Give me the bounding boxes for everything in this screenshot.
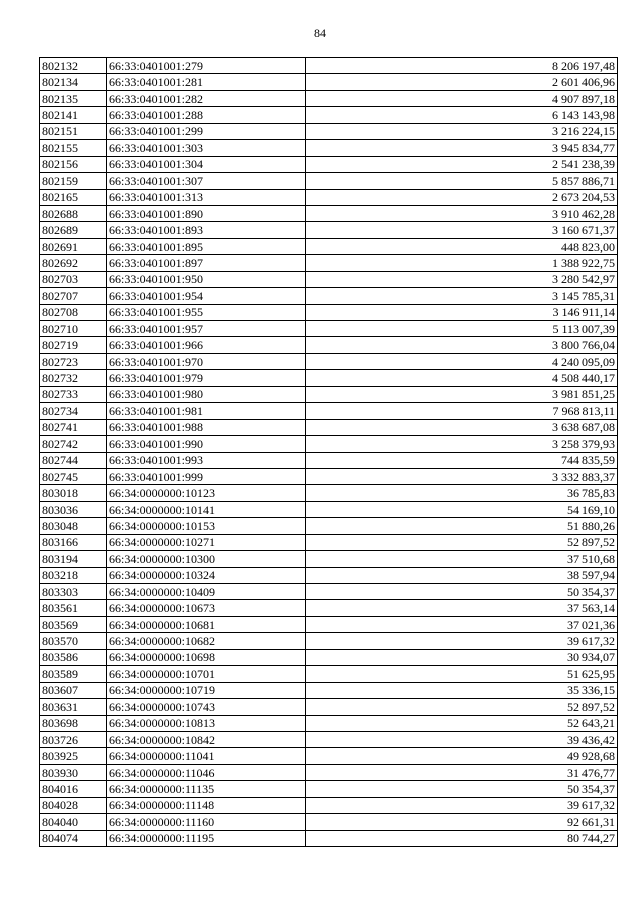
row-id-cell: 802156 <box>40 156 107 172</box>
value-cell: 2 673 204,53 <box>306 189 618 205</box>
table-row <box>40 584 618 600</box>
value-cell: 4 240 095,09 <box>306 353 618 369</box>
cadastral-number-cell: 66:34:0000000:10123 <box>107 485 306 501</box>
row-id-cell: 803194 <box>40 551 107 567</box>
row-id-cell: 802159 <box>40 173 107 189</box>
cadastral-number-cell: 66:33:0401001:313 <box>107 189 306 205</box>
value-cell: 7 968 813,11 <box>306 403 618 419</box>
row-id-cell: 802141 <box>40 107 107 123</box>
value-cell: 4 508 440,17 <box>306 370 618 386</box>
row-id-cell: 802134 <box>40 74 107 90</box>
table-row <box>40 58 618 74</box>
value-cell: 50 354,37 <box>306 781 618 797</box>
table-row <box>40 551 618 567</box>
registry-table <box>39 57 618 847</box>
row-id-cell: 802707 <box>40 288 107 304</box>
row-id-cell: 802689 <box>40 222 107 238</box>
table-row <box>40 436 618 452</box>
value-cell: 448 823,00 <box>306 238 618 254</box>
table-row <box>40 107 618 123</box>
cadastral-number-cell: 66:34:0000000:11046 <box>107 764 306 780</box>
value-cell: 92 661,31 <box>306 814 618 830</box>
row-id-cell: 803303 <box>40 584 107 600</box>
value-cell: 3 145 785,31 <box>306 288 618 304</box>
cadastral-number-cell: 66:34:0000000:10324 <box>107 567 306 583</box>
row-id-cell: 803036 <box>40 501 107 517</box>
cadastral-number-cell: 66:34:0000000:10673 <box>107 600 306 616</box>
table-row <box>40 764 618 780</box>
table-row <box>40 567 618 583</box>
value-cell: 744 835,59 <box>306 452 618 468</box>
table-row <box>40 140 618 156</box>
row-id-cell: 803607 <box>40 682 107 698</box>
row-id-cell: 802688 <box>40 205 107 221</box>
table-row <box>40 205 618 221</box>
table-row <box>40 814 618 830</box>
value-cell: 37 510,68 <box>306 551 618 567</box>
table-row <box>40 222 618 238</box>
row-id-cell: 802165 <box>40 189 107 205</box>
cadastral-number-cell: 66:33:0401001:955 <box>107 304 306 320</box>
cadastral-number-cell: 66:33:0401001:950 <box>107 271 306 287</box>
cadastral-number-cell: 66:33:0401001:966 <box>107 337 306 353</box>
value-cell: 54 169,10 <box>306 501 618 517</box>
cadastral-number-cell: 66:33:0401001:990 <box>107 436 306 452</box>
value-cell: 3 981 851,25 <box>306 386 618 402</box>
value-cell: 52 897,52 <box>306 699 618 715</box>
table-row <box>40 288 618 304</box>
row-id-cell: 803218 <box>40 567 107 583</box>
cadastral-number-cell: 66:34:0000000:11195 <box>107 830 306 846</box>
value-cell: 37 563,14 <box>306 600 618 616</box>
table-row <box>40 255 618 271</box>
table-row <box>40 501 618 517</box>
row-id-cell: 803561 <box>40 600 107 616</box>
row-id-cell: 802742 <box>40 436 107 452</box>
cadastral-number-cell: 66:33:0401001:890 <box>107 205 306 221</box>
row-id-cell: 802155 <box>40 140 107 156</box>
row-id-cell: 803925 <box>40 748 107 764</box>
row-id-cell: 803726 <box>40 731 107 747</box>
row-id-cell: 803586 <box>40 649 107 665</box>
cadastral-number-cell: 66:34:0000000:10153 <box>107 518 306 534</box>
row-id-cell: 802692 <box>40 255 107 271</box>
value-cell: 50 354,37 <box>306 584 618 600</box>
table-row <box>40 337 618 353</box>
value-cell: 4 907 897,18 <box>306 90 618 106</box>
row-id-cell: 803930 <box>40 764 107 780</box>
cadastral-number-cell: 66:34:0000000:10698 <box>107 649 306 665</box>
table-row <box>40 452 618 468</box>
value-cell: 5 857 886,71 <box>306 173 618 189</box>
row-id-cell: 802734 <box>40 403 107 419</box>
table-row <box>40 616 618 632</box>
table-row <box>40 156 618 172</box>
row-id-cell: 804040 <box>40 814 107 830</box>
value-cell: 39 436,42 <box>306 731 618 747</box>
value-cell: 31 476,77 <box>306 764 618 780</box>
value-cell: 3 638 687,08 <box>306 419 618 435</box>
value-cell: 5 113 007,39 <box>306 321 618 337</box>
table-row <box>40 485 618 501</box>
row-id-cell: 802691 <box>40 238 107 254</box>
value-cell: 39 617,32 <box>306 633 618 649</box>
row-id-cell: 802703 <box>40 271 107 287</box>
table-row <box>40 189 618 205</box>
cadastral-number-cell: 66:34:0000000:11148 <box>107 797 306 813</box>
table-row <box>40 699 618 715</box>
value-cell: 51 880,26 <box>306 518 618 534</box>
value-cell: 3 258 379,93 <box>306 436 618 452</box>
table-row <box>40 715 618 731</box>
table-row <box>40 419 618 435</box>
table-row <box>40 353 618 369</box>
row-id-cell: 802732 <box>40 370 107 386</box>
cadastral-number-cell: 66:34:0000000:10719 <box>107 682 306 698</box>
value-cell: 3 146 911,14 <box>306 304 618 320</box>
registry-table-body <box>40 58 618 847</box>
cadastral-number-cell: 66:33:0401001:303 <box>107 140 306 156</box>
table-row <box>40 518 618 534</box>
value-cell: 52 897,52 <box>306 534 618 550</box>
value-cell: 3 160 671,37 <box>306 222 618 238</box>
table-row <box>40 173 618 189</box>
table-row <box>40 123 618 139</box>
cadastral-number-cell: 66:33:0401001:970 <box>107 353 306 369</box>
cadastral-number-cell: 66:33:0401001:282 <box>107 90 306 106</box>
table-row <box>40 386 618 402</box>
row-id-cell: 804016 <box>40 781 107 797</box>
cadastral-number-cell: 66:33:0401001:954 <box>107 288 306 304</box>
value-cell: 6 143 143,98 <box>306 107 618 123</box>
value-cell: 80 744,27 <box>306 830 618 846</box>
value-cell: 3 280 542,97 <box>306 271 618 287</box>
cadastral-number-cell: 66:34:0000000:10701 <box>107 666 306 682</box>
row-id-cell: 803166 <box>40 534 107 550</box>
cadastral-number-cell: 66:33:0401001:288 <box>107 107 306 123</box>
row-id-cell: 802745 <box>40 468 107 484</box>
cadastral-number-cell: 66:33:0401001:307 <box>107 173 306 189</box>
value-cell: 2 601 406,96 <box>306 74 618 90</box>
table-row <box>40 74 618 90</box>
value-cell: 8 206 197,48 <box>306 58 618 74</box>
cadastral-number-cell: 66:34:0000000:11135 <box>107 781 306 797</box>
cadastral-number-cell: 66:33:0401001:979 <box>107 370 306 386</box>
cadastral-number-cell: 66:33:0401001:893 <box>107 222 306 238</box>
value-cell: 3 332 883,37 <box>306 468 618 484</box>
table-row <box>40 633 618 649</box>
cadastral-number-cell: 66:33:0401001:299 <box>107 123 306 139</box>
cadastral-number-cell: 66:33:0401001:304 <box>107 156 306 172</box>
cadastral-number-cell: 66:33:0401001:957 <box>107 321 306 337</box>
table-row <box>40 666 618 682</box>
row-id-cell: 802135 <box>40 90 107 106</box>
row-id-cell: 802723 <box>40 353 107 369</box>
value-cell: 51 625,95 <box>306 666 618 682</box>
table-row <box>40 731 618 747</box>
value-cell: 30 934,07 <box>306 649 618 665</box>
cadastral-number-cell: 66:34:0000000:10141 <box>107 501 306 517</box>
cadastral-number-cell: 66:34:0000000:10681 <box>107 616 306 632</box>
value-cell: 35 336,15 <box>306 682 618 698</box>
row-id-cell: 802733 <box>40 386 107 402</box>
table-row <box>40 797 618 813</box>
cadastral-number-cell: 66:34:0000000:10743 <box>107 699 306 715</box>
cadastral-number-cell: 66:33:0401001:980 <box>107 386 306 402</box>
row-id-cell: 803589 <box>40 666 107 682</box>
value-cell: 2 541 238,39 <box>306 156 618 172</box>
row-id-cell: 804028 <box>40 797 107 813</box>
table-row <box>40 370 618 386</box>
row-id-cell: 802744 <box>40 452 107 468</box>
table-row <box>40 830 618 846</box>
table-row <box>40 748 618 764</box>
table-row <box>40 304 618 320</box>
row-id-cell: 803569 <box>40 616 107 632</box>
table-row <box>40 321 618 337</box>
cadastral-number-cell: 66:33:0401001:897 <box>107 255 306 271</box>
cadastral-number-cell: 66:34:0000000:10271 <box>107 534 306 550</box>
row-id-cell: 802708 <box>40 304 107 320</box>
cadastral-number-cell: 66:33:0401001:279 <box>107 58 306 74</box>
cadastral-number-cell: 66:33:0401001:895 <box>107 238 306 254</box>
cadastral-number-cell: 66:34:0000000:11041 <box>107 748 306 764</box>
table-row <box>40 649 618 665</box>
table-row <box>40 271 618 287</box>
cadastral-number-cell: 66:33:0401001:981 <box>107 403 306 419</box>
page-number: 84 <box>314 26 326 40</box>
value-cell: 52 643,21 <box>306 715 618 731</box>
table-row <box>40 534 618 550</box>
cadastral-number-cell: 66:34:0000000:10300 <box>107 551 306 567</box>
row-id-cell: 803048 <box>40 518 107 534</box>
table-row <box>40 682 618 698</box>
row-id-cell: 803698 <box>40 715 107 731</box>
value-cell: 36 785,83 <box>306 485 618 501</box>
row-id-cell: 803018 <box>40 485 107 501</box>
table-row <box>40 90 618 106</box>
cadastral-number-cell: 66:34:0000000:10409 <box>107 584 306 600</box>
table-row <box>40 403 618 419</box>
table-row <box>40 238 618 254</box>
row-id-cell: 802151 <box>40 123 107 139</box>
cadastral-number-cell: 66:34:0000000:10813 <box>107 715 306 731</box>
row-id-cell: 802132 <box>40 58 107 74</box>
row-id-cell: 802710 <box>40 321 107 337</box>
cadastral-number-cell: 66:34:0000000:11160 <box>107 814 306 830</box>
table-row <box>40 781 618 797</box>
cadastral-number-cell: 66:33:0401001:988 <box>107 419 306 435</box>
cadastral-number-cell: 66:33:0401001:993 <box>107 452 306 468</box>
value-cell: 38 597,94 <box>306 567 618 583</box>
value-cell: 3 945 834,77 <box>306 140 618 156</box>
cadastral-number-cell: 66:33:0401001:281 <box>107 74 306 90</box>
value-cell: 3 800 766,04 <box>306 337 618 353</box>
row-id-cell: 802719 <box>40 337 107 353</box>
value-cell: 49 928,68 <box>306 748 618 764</box>
value-cell: 3 910 462,28 <box>306 205 618 221</box>
value-cell: 1 388 922,75 <box>306 255 618 271</box>
cadastral-number-cell: 66:34:0000000:10842 <box>107 731 306 747</box>
cadastral-number-cell: 66:33:0401001:999 <box>107 468 306 484</box>
cadastral-number-cell: 66:34:0000000:10682 <box>107 633 306 649</box>
table-row <box>40 468 618 484</box>
row-id-cell: 803631 <box>40 699 107 715</box>
row-id-cell: 804074 <box>40 830 107 846</box>
value-cell: 37 021,36 <box>306 616 618 632</box>
row-id-cell: 802741 <box>40 419 107 435</box>
table-row <box>40 600 618 616</box>
value-cell: 39 617,32 <box>306 797 618 813</box>
row-id-cell: 803570 <box>40 633 107 649</box>
value-cell: 3 216 224,15 <box>306 123 618 139</box>
